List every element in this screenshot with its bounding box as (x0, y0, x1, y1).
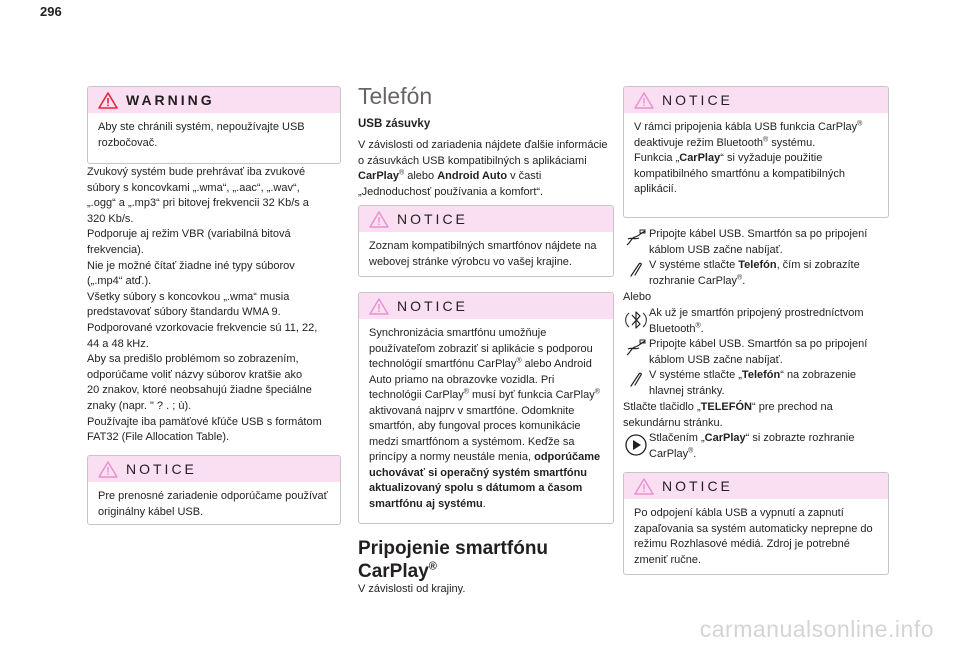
body-line: súbory s koncovkami „.wma“, „.aac“, „.wav“, (87, 181, 300, 194)
notice-header (624, 87, 888, 113)
body-line: Nie je možné čítať žiadne iné typy súborov (87, 259, 295, 272)
text-run: Stlačením „ (649, 432, 705, 444)
step-usb-connect-2 (623, 337, 889, 368)
warning-box (87, 86, 341, 164)
registered-mark: ® (695, 321, 701, 329)
notice-text (359, 319, 613, 518)
telefon-button-text (623, 400, 889, 431)
bold-text: Telefón (738, 259, 777, 271)
text-run: Synchronizácia smartfónu umožňuje používateľom zobraziť si aplikácie s podporou technológií smartfónu CarPlay (369, 327, 593, 370)
notice-box-compat (358, 205, 614, 277)
intro-text: alebo (404, 170, 438, 183)
notice-triangle-icon (98, 461, 118, 478)
text-run: V systéme stlačte (649, 259, 739, 271)
body-line: Aby sa predišlo problémom so zobrazením, (87, 353, 299, 366)
warning-triangle-icon (98, 92, 118, 109)
usb-intro (358, 138, 614, 200)
carplay-label: CarPlay (358, 170, 399, 183)
bold-text: CarPlay (679, 152, 721, 164)
notice-triangle-icon (634, 478, 654, 495)
tap-finger-icon (627, 370, 645, 388)
registered-mark: ® (516, 357, 522, 365)
audio-format-info (87, 165, 341, 446)
usb-cable-icon (625, 229, 647, 247)
body-line: „.ogg“ a „.mp3“ pri bitovej frekvencii 32 Kb/s a (87, 197, 309, 210)
intro-text: v časti „Jednoduchosť používania a komfort“. (358, 170, 544, 198)
text-run: . (693, 447, 697, 460)
body-line: Všetky súbory s koncovkou „.wma“ musia (87, 290, 290, 303)
heading-line-1: Pripojenie smartfónu (358, 538, 549, 559)
notice-box-unplug (623, 472, 889, 575)
registered-mark: ® (594, 388, 600, 396)
notice-title: NOTICE (397, 298, 468, 314)
body-line: predstavovať súbory štandardu WMA 9. (87, 306, 281, 319)
body-line: („.mp4“ atď.). (87, 275, 152, 288)
notice-text (624, 113, 888, 204)
step-text (649, 368, 889, 399)
text-run: alebo Android Auto priamo na obrazovke vozidla. Pri technológii CarPlay (369, 358, 592, 401)
step-text (649, 258, 889, 289)
step-text (649, 431, 889, 462)
intro-text: V závislosti od zariadenia nájdete ďalšie informácie o zásuvkách USB kompatibilných s aplikáciami (358, 139, 608, 167)
notice-triangle-icon (634, 92, 654, 109)
registered-mark: ® (857, 120, 863, 128)
warning-text: Aby ste chránili systém, nepoužívajte USB rozbočovač. (98, 121, 305, 149)
country-note: V závislosti od krajiny. (358, 583, 466, 595)
notice-header (359, 293, 613, 319)
notice-title: NOTICE (662, 478, 733, 494)
text-run: V systéme stlačte „ (649, 369, 742, 381)
heading-pripojenie (358, 537, 548, 583)
notice-header (88, 456, 340, 482)
bold-text: odporúčame uchovávať si operačný systém smartfónu aktualizovaný spolu s dátumom a časom smartfónu aj systému (369, 451, 601, 510)
warning-header (88, 87, 340, 113)
body-line: FAT32 (File Allocation Table). (87, 431, 230, 444)
section-subtitle: USB zásuvky (358, 118, 431, 130)
step-text: Pripojte kábel USB. Smartfón sa po pripojení káblom USB začne nabíjať. (649, 338, 868, 366)
text-run: aktivovaná najprv v smartfóne. Odomknite smartfón, aby fungoval proces komunikácie medzi smartfónom a systémom. Keďže sa princípy a normy neustále menia, (369, 404, 581, 463)
warning-title: WARNING (126, 92, 215, 108)
text-run: Stlačte tlačidlo „ (623, 401, 701, 413)
notice-title: NOTICE (397, 211, 468, 227)
body-line: znaky (napr. " ? . ; ù). (87, 399, 192, 412)
body-line: 320 Kb/s. (87, 212, 134, 225)
body-line: 44 a 48 kHz. (87, 337, 149, 350)
body-line: Podporované vzorkovacie frekvencie sú 11, 22, (87, 321, 318, 334)
body-line: Zvukový systém bude prehrávať iba zvukové (87, 166, 306, 178)
android-auto-label: Android Auto (437, 170, 508, 183)
text-run: “ pre prechod na sekundárnu stránku. (623, 401, 833, 429)
notice-triangle-icon (369, 211, 389, 228)
bold-text: Telefón (741, 369, 781, 381)
step-press-phone (623, 258, 889, 289)
notice-text: Pre prenosné zariadenie odporúčame používať originálny kábel USB. (98, 490, 328, 518)
text-run: . (700, 322, 704, 335)
step-carplay (623, 431, 889, 462)
notice-box-cable (87, 455, 341, 525)
text-run: . (482, 497, 486, 510)
registered-mark: ® (763, 135, 769, 143)
notice-triangle-icon (369, 298, 389, 315)
section-title: Telefón (358, 83, 433, 109)
usb-cable-icon (625, 339, 647, 357)
notice-box-bluetooth (623, 86, 889, 218)
notice-box-sync (358, 292, 614, 524)
registered-mark: ® (463, 388, 469, 396)
text-run: , čím si zobrazíte rozhranie CarPlay (649, 259, 860, 287)
notice-header (624, 473, 888, 499)
bold-text: CarPlay (704, 432, 746, 444)
registered-mark: ® (688, 446, 694, 454)
text-run: “ si vyžaduje použitie kompatibilného smartfónu a kompatibilných aplikácií. (634, 152, 845, 195)
registered-mark: ® (737, 273, 743, 281)
body-line: Používajte iba pamäťové kľúče USB s formátom (87, 415, 322, 428)
text-run: V rámci pripojenia kábla USB funkcia CarPlay (634, 121, 858, 133)
notice-text: Zoznam kompatibilných smartfónov nájdete na webovej stránke výrobcu vo vašej krajine. (369, 240, 597, 268)
notice-title: NOTICE (126, 461, 197, 477)
text-run: “ si zobrazte rozhranie CarPlay (649, 432, 855, 460)
bluetooth-icon (625, 308, 647, 332)
alebo-text: Alebo (623, 291, 652, 303)
step-bluetooth (623, 306, 889, 337)
text-run: “ na zobrazenie hlavnej stránky. (649, 369, 857, 397)
body-line: Podporuje aj režim VBR (variabilná bitová (87, 228, 291, 241)
notice-header (359, 206, 613, 232)
watermark: carmanualsonline.info (699, 616, 934, 642)
body-line: frekvencia). (87, 243, 144, 256)
body-line: 20 znakov, ktoré neobsahujú žiadne špeciálne (87, 384, 312, 397)
page-number: 296 (40, 4, 62, 19)
step-text (649, 306, 889, 337)
notice-text: Po odpojení kábla USB a vypnutí a zapnutí zapaľovania sa systém automaticky neprepne do režimu Rozhlasové médiá. Zdroj je potrebné zmeniť ručne. (634, 507, 873, 566)
text-run: musí byť funkcia CarPlay (468, 389, 595, 401)
text-run: Ak už je smartfón pripojený prostredníctvom Bluetooth (649, 307, 864, 335)
step-text: Pripojte kábel USB. Smartfón sa po pripojení káblom USB začne nabíjať. (649, 228, 868, 256)
tap-finger-icon (627, 260, 645, 278)
body-line: odporúčame voliť názvy súborov kratšie ako (87, 368, 303, 381)
text-run: systému. (768, 136, 816, 149)
text-run: Funkcia „ (634, 152, 680, 164)
carplay-play-icon (624, 433, 648, 457)
heading-line-2: CarPlay (358, 561, 429, 582)
text-run: deaktivuje režim Bluetooth (634, 136, 764, 149)
step-usb-connect (623, 227, 889, 258)
registered-mark: ® (428, 560, 437, 573)
notice-title: NOTICE (662, 92, 733, 108)
bold-text: TELEFÓN (700, 401, 752, 413)
registered-mark: ® (398, 169, 405, 177)
step-press-phone-2 (623, 368, 889, 399)
text-run: . (742, 274, 746, 287)
